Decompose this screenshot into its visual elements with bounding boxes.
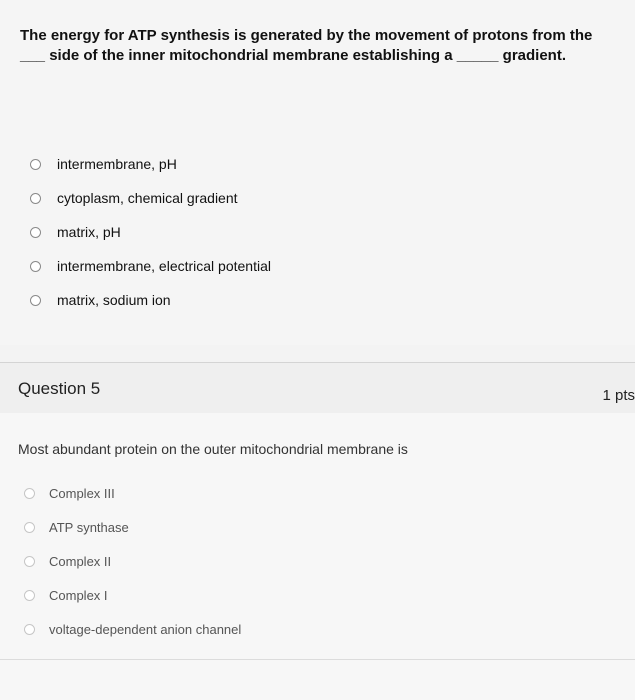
question-points: 1 pts (602, 387, 635, 404)
question-4-options (30, 147, 271, 317)
question-5-options (24, 476, 241, 646)
radio-button[interactable] (30, 295, 41, 306)
option-q4-2[interactable] (30, 181, 271, 215)
radio-button[interactable] (24, 590, 35, 601)
option-q5-4[interactable] (24, 578, 241, 612)
option-q4-4[interactable] (30, 249, 271, 283)
option-label: voltage-dependent anion channel (49, 621, 242, 637)
question-5-text: Most abundant protein on the outer mitochondrial membrane is (18, 441, 408, 457)
radio-button[interactable] (30, 193, 41, 204)
question-5-body (0, 413, 635, 700)
divider (0, 659, 635, 660)
option-label: Complex II (49, 553, 112, 569)
option-q5-2[interactable] (24, 510, 241, 544)
option-q4-3[interactable] (30, 215, 271, 249)
question-5-header (0, 362, 635, 414)
radio-button[interactable] (30, 227, 41, 238)
question-5-title: Question 5 (18, 379, 101, 398)
option-label: intermembrane, electrical potential (57, 258, 271, 274)
radio-button[interactable] (24, 522, 35, 533)
radio-button[interactable] (30, 261, 41, 272)
option-label: matrix, pH (57, 224, 121, 240)
option-label: intermembrane, pH (57, 156, 177, 172)
option-label: cytoplasm, chemical gradient (57, 190, 238, 206)
option-label: Complex I (49, 587, 108, 603)
option-q4-5[interactable] (30, 283, 271, 317)
radio-button[interactable] (24, 624, 35, 635)
option-q5-1[interactable] (24, 476, 241, 510)
option-label: ATP synthase (49, 519, 129, 535)
option-label: Complex III (49, 485, 115, 501)
option-label: matrix, sodium ion (57, 292, 171, 308)
radio-button[interactable] (24, 556, 35, 567)
radio-button[interactable] (24, 488, 35, 499)
radio-button[interactable] (30, 159, 41, 170)
option-q5-5[interactable] (24, 612, 241, 646)
question-4-card (0, 0, 635, 345)
option-q4-1[interactable] (30, 147, 271, 181)
question-4-text: The energy for ATP synthesis is generated by the movement of protons from the ___ side of the inner mitochondrial membrane establishing a _____ gradient. (20, 27, 593, 64)
option-q5-3[interactable] (24, 544, 241, 578)
